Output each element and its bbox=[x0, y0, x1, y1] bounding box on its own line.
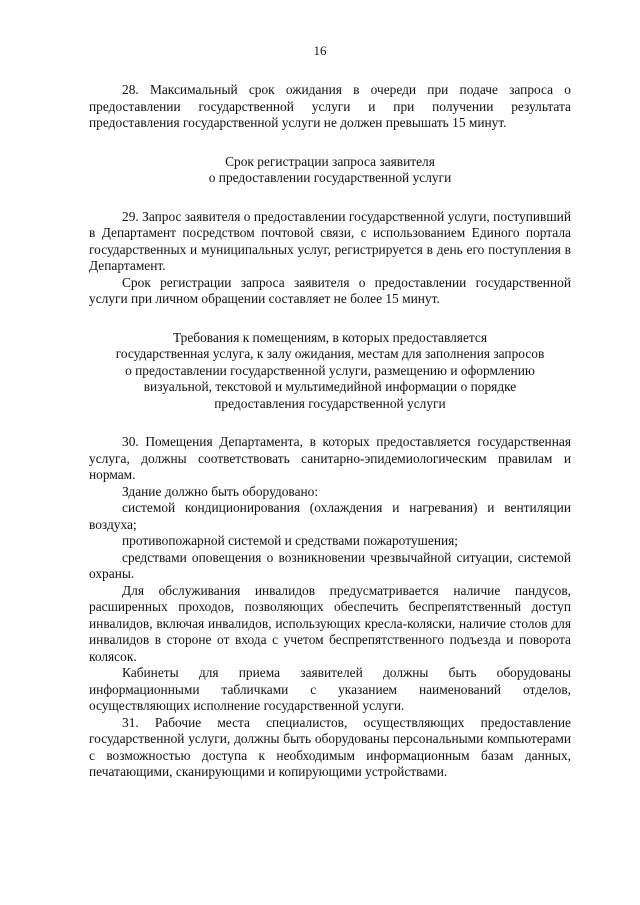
paragraph-30-building: Здание должно быть оборудовано: bbox=[122, 483, 319, 499]
paragraph-30: 30. Помещения Департамента, в которых предоставляется государственная услуга, должны соответствовать санитарно-эпидемиологическим правилам и нормам. bbox=[89, 434, 571, 482]
section-heading-premises bbox=[89, 330, 571, 413]
paragraph-28: 28. Максимальный срок ожидания в очереди при подаче запроса о предоставлении государственной услуги и при получении результата предоставления государственной услуги не должен превышать 15 минут. bbox=[89, 82, 571, 130]
heading-line: государственная услуга, к залу ожидания, местам для заполнения запросов bbox=[115, 346, 545, 361]
paragraph-30-alarm: средствами оповещения о возникновении чрезвычайной ситуации, системой охраны. bbox=[89, 549, 571, 581]
paragraph-30-air-conditioning: системой кондиционирования (охлаждения и нагревания) и вентиляции воздуха; bbox=[89, 500, 571, 532]
heading-line: о предоставлении государственной услуги, размещению и оформлению bbox=[125, 362, 535, 378]
paragraph-30-offices: Кабинеты для приема заявителей должны быть оборудованы информационными табличками с указанием наименований отделов, осуществляющих исполнение государственной услуги. bbox=[89, 665, 571, 713]
heading-line: Срок регистрации запроса заявителя bbox=[225, 153, 435, 169]
heading-line: визуальной, текстовой и мультимедийной информации о порядке bbox=[143, 379, 517, 394]
paragraph-29-registration-time: Срок регистрации запроса заявителя о предоставлении государственной услуги при личном обращении составляет не более 15 минут. bbox=[89, 274, 571, 306]
heading-line: Требования к помещениям, в которых предоставляется bbox=[172, 329, 488, 345]
paragraph-29: 29. Запрос заявителя о предоставлении государственной услуги, поступивший в Департамент посредством почтовой связи, с использованием Единого портала государственных и муниципальных услуг, регистрируется в день его поступления в Департамент. bbox=[89, 208, 571, 273]
heading-line: предоставления государственной услуги bbox=[214, 395, 446, 411]
paragraph-31: 31. Рабочие места специалистов, осуществляющих предоставление государственной услуги, должны быть оборудованы персональными компьютерами с возможностью доступа к необходимым информационным базам данных, печатающими, сканирующими и копирующими устройствами. bbox=[89, 714, 571, 779]
paragraph-30-accessibility: Для обслуживания инвалидов предусматривается наличие пандусов, расширенных проходов, позволяющих обеспечить беспрепятственный доступ инвалидов, включая инвалидов, использующих кресла-коляски, наличие столов для инвалидов в стороне от входа с учетом беспрепятственного подъезда и поворота колясок. bbox=[89, 582, 571, 664]
heading-line: о предоставлении государственной услуги bbox=[208, 170, 452, 185]
section-heading-registration bbox=[89, 154, 571, 187]
document-body bbox=[89, 82, 571, 781]
page-number: 16 bbox=[313, 43, 327, 58]
paragraph-30-fire-safety: противопожарной системой и средствами пожаротушения; bbox=[122, 533, 459, 548]
